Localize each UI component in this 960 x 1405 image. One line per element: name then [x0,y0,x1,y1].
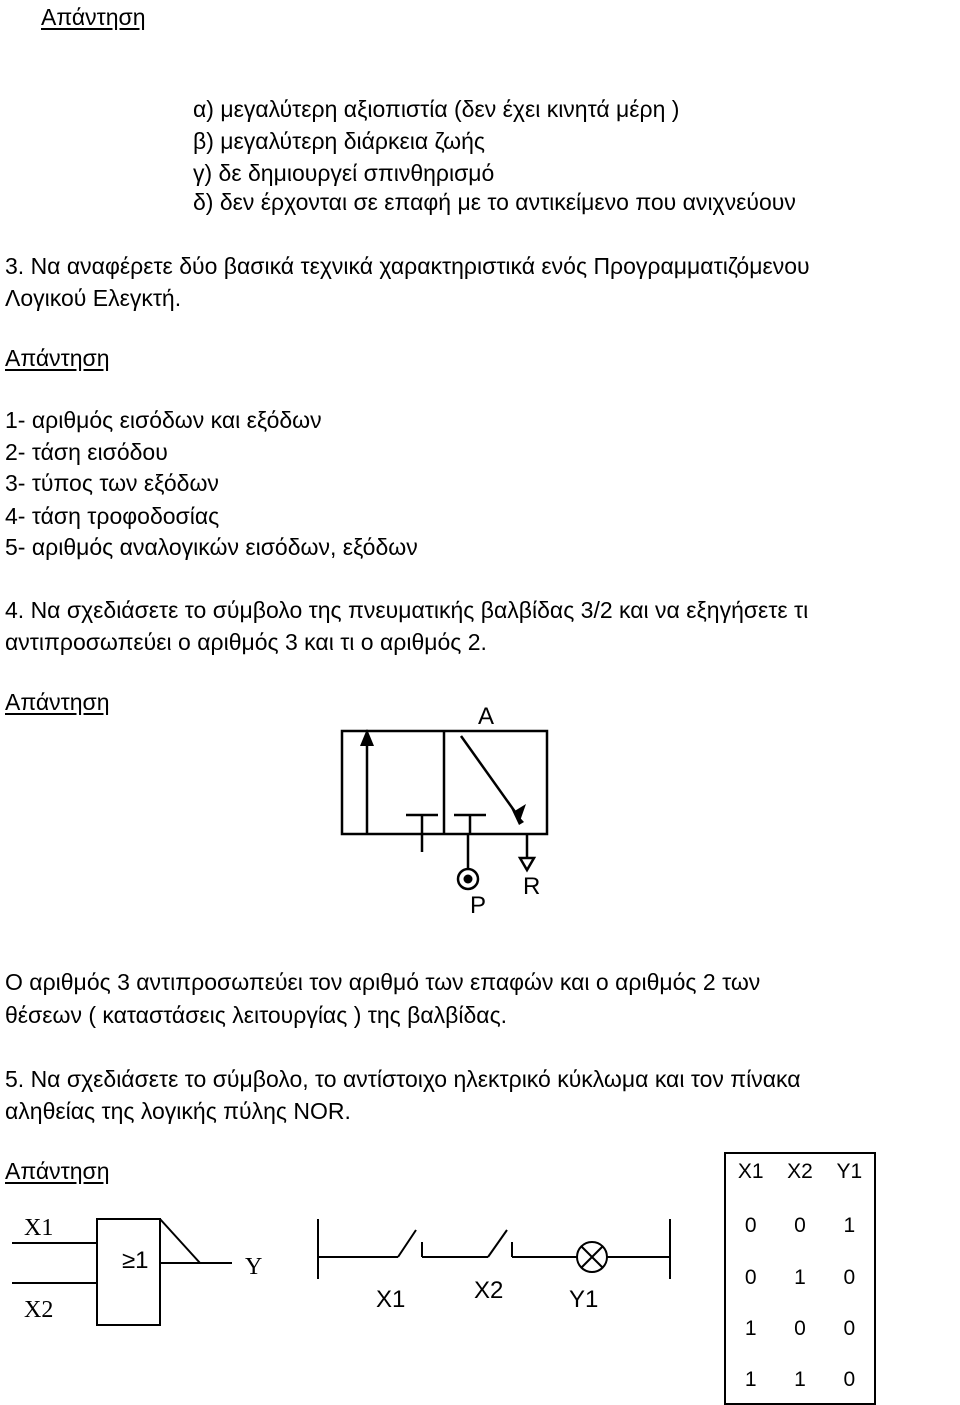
valve-port-r-label: R [523,873,541,900]
answer-heading-top: Απάντηση [41,4,146,30]
table-cell: 1 [843,1214,856,1237]
table-row [726,1368,874,1392]
nor-circuit [318,1219,670,1279]
truth-table [724,1152,876,1405]
table-header-cell: X1 [737,1160,764,1183]
table-cell: 1 [794,1368,806,1391]
gate-input-x1-label: X1 [24,1215,54,1241]
table-cell: 1 [744,1368,757,1391]
table-row [726,1266,874,1290]
question-3-line2: Λογικού Ελεγκτή. [5,285,182,311]
table-cell: 1 [744,1317,757,1340]
gate-symbol-label: ≥1 [122,1247,149,1274]
table-cell: 0 [843,1368,856,1391]
answer-item: δ) δεν έρχονται σε επαφή με το αντικείμενο που ανιχνεύουν [193,189,796,215]
answer-heading-q3: Απάντηση [5,345,110,371]
table-row [726,1317,874,1341]
valve-port-a-label: A [478,703,495,730]
truth-table-header [726,1160,874,1184]
table-cell: 0 [794,1317,806,1340]
lamp-y1-label: Y1 [569,1286,599,1313]
q3-item: 4- τάση τροφοδοσίας [5,503,220,529]
diagonal-flow-line [461,736,518,816]
question-5-line1: 5. Να σχεδιάσετε το σύμβολο, το αντίστοιχο ηλεκτρικό κύκλωμα και τον πίνακα [5,1066,801,1092]
q3-item: 1- αριθμός εισόδων και εξόδων [5,407,322,433]
table-cell: 1 [794,1266,806,1289]
question-4-line2: αντιπροσωπεύει ο αριθμός 3 και τι ο αριθμός 2. [5,629,487,655]
answer-item: β) μεγαλύτερη διάρκεια ζωής [193,128,485,154]
question-4-line1: 4. Να σχεδιάσετε το σύμβολο της πνευματικής βαλβίδας 3/2 και να εξηγήσετε τι [5,597,809,623]
contact-x1-label: X1 [376,1286,406,1313]
answer-item: α) μεγαλύτερη αξιοπιστία (δεν έχει κινητά μέρη ) [193,96,680,122]
q3-item: 5- αριθμός αναλογικών εισόδων, εξόδων [5,534,418,560]
valve-port-p-label: P [470,892,487,919]
question-5-line2: αληθείας της λογικής πύλης NOR. [5,1098,351,1124]
table-header-cell: Y1 [836,1160,863,1183]
table-row [726,1214,874,1238]
gate-input-x2-label: X2 [24,1297,54,1323]
table-cell: 0 [843,1317,856,1340]
gate-output-y-label: Y [245,1254,263,1280]
table-cell: 0 [744,1266,757,1289]
q4-explanation-line2: θέσεων ( καταστάσεις λειτουργίας ) της βαλβίδας. [5,1002,508,1028]
q4-explanation-line1: Ο αριθμός 3 αντιπροσωπεύει τον αριθμό των επαφών και ο αριθμός 2 των [5,969,761,995]
answer-heading-q4: Απάντηση [5,689,110,715]
answer-heading-q5: Απάντηση [5,1158,110,1184]
answer-item: γ) δε δημιουργεί σπινθηρισμό [193,160,495,186]
table-cell: 0 [744,1214,757,1237]
table-cell: 0 [843,1266,856,1289]
table-header-cell: X2 [787,1160,813,1183]
exhaust-icon [520,858,534,870]
contact-x2-label: X2 [474,1277,504,1304]
q3-item: 3- τύπος των εξόδων [5,470,219,496]
question-3-line1: 3. Να αναφέρετε δύο βασικά τεχνικά χαρακτηριστικά ενός Προγραμματιζόμενου [5,253,810,279]
table-cell: 0 [794,1214,806,1237]
q3-item: 2- τάση εισόδου [5,439,168,465]
